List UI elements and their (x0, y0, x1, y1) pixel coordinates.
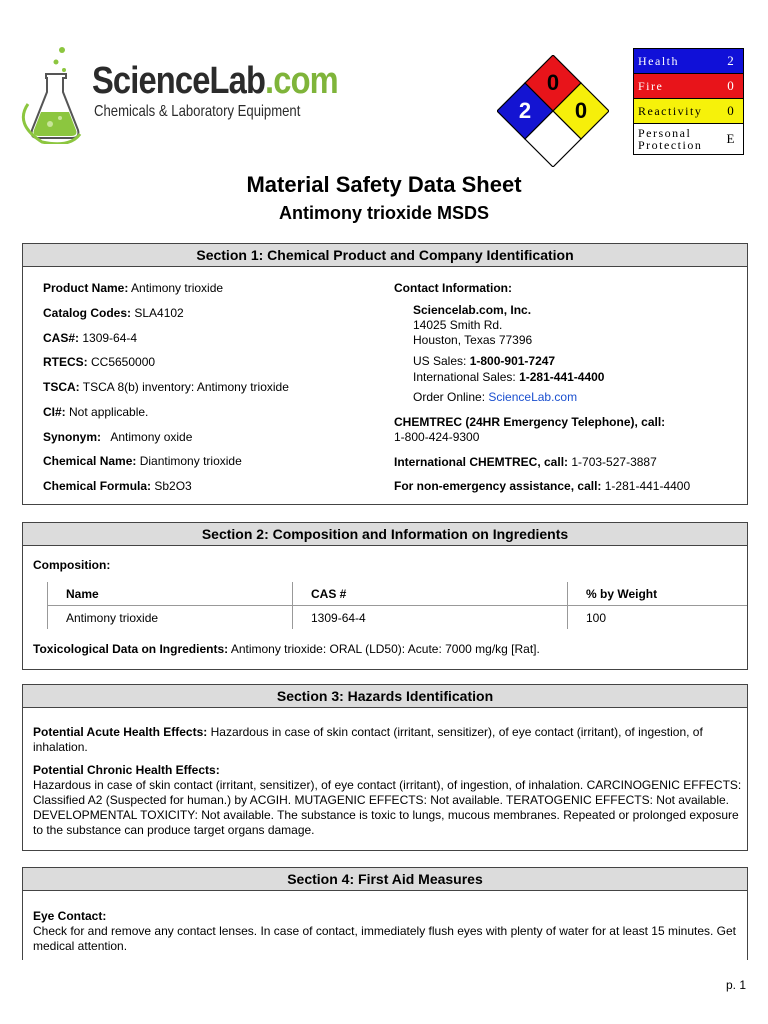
field-value: TSCA 8(b) inventory: Antimony trioxide (79, 380, 289, 394)
company-address-line1: 14025 Smith Rd. (413, 318, 503, 332)
acute-health-effects-text: Hazardous in case of skin contact (irritant, sensitizer), of eye contact (irritant), of ingestion, of inhalation. (33, 725, 703, 754)
acute-health-effects-label: Potential Acute Health Effects: (33, 725, 208, 739)
nfpa-diamond (497, 55, 609, 167)
field-label: CI#: (43, 405, 66, 419)
non-emergency-label: For non-emergency assistance, call: (394, 479, 602, 493)
logo-word-science: Science (92, 60, 210, 102)
hazard-rating-table (633, 48, 744, 155)
table-cell: Antimony trioxide (48, 606, 293, 630)
field-product-name (43, 281, 223, 296)
international-chemtrec-line (394, 455, 657, 470)
company-address-line2: Houston, Texas 77396 (413, 333, 533, 347)
flask-logo-icon (20, 44, 90, 144)
table-row (48, 606, 748, 630)
chemtrec-phone: 1-800-424-9300 (394, 430, 480, 444)
column-header: % by Weight (568, 582, 748, 606)
table-cell: 1309-64-4 (293, 606, 568, 630)
non-emergency-phone: 1-281-441-4400 (601, 479, 691, 493)
table-header-row (48, 582, 748, 606)
hazard-row-fire (634, 74, 744, 99)
document-title: Material Safety Data Sheet (246, 172, 522, 197)
hazard-label: Personal Protection (634, 124, 719, 155)
field-value: 1309-64-4 (79, 331, 138, 345)
hazard-row-personal-protection (634, 124, 744, 155)
section-heading: Section 2: Composition and Information on Ingredients (23, 523, 747, 546)
us-sales-phone: 1-800-901-7247 (469, 354, 556, 368)
nfpa-health-value: 2 (518, 98, 532, 123)
acute-health-effects (33, 725, 743, 755)
logo-word-lab: Lab (209, 60, 266, 102)
table-cell: 100 (568, 606, 748, 630)
field-catalog-codes (43, 306, 184, 321)
column-header: Name (48, 582, 293, 606)
field-value: Antimony trioxide (128, 281, 224, 295)
field-chemical-name (43, 454, 242, 469)
us-sales-label: US Sales: (413, 354, 470, 368)
international-chemtrec-phone: 1-703-527-3887 (568, 455, 657, 469)
order-online-line (413, 390, 577, 405)
us-sales-line (413, 354, 555, 369)
composition-label: Composition: (33, 558, 111, 572)
section-heading: Section 3: Hazards Identification (23, 685, 747, 708)
field-value: Not applicable. (65, 405, 149, 419)
field-label: Chemical Name: (43, 454, 137, 468)
field-label: TSCA: (43, 380, 80, 394)
hazard-label: Health (634, 49, 719, 74)
toxicological-data-label: Toxicological Data on Ingredients: (33, 642, 229, 656)
field-value: Sb2O3 (151, 479, 192, 493)
section-4 (22, 867, 748, 960)
toxicological-data-line (33, 642, 540, 657)
chronic-health-effects-label: Potential Chronic Health Effects: (33, 763, 220, 777)
nfpa-reactivity-value: 0 (574, 98, 588, 123)
field-value: Diantimony trioxide (136, 454, 242, 468)
international-sales-label: International Sales: (413, 370, 520, 384)
column-header: CAS # (293, 582, 568, 606)
field-label: Product Name: (43, 281, 129, 295)
field-chemical-formula (43, 479, 192, 494)
hazard-value: E (718, 124, 743, 155)
order-online-link[interactable]: ScienceLab.com (488, 390, 578, 404)
hazard-label: Fire (634, 74, 719, 99)
chemtrec-label: CHEMTREC (24HR Emergency Telephone), call: (394, 415, 666, 429)
section-1 (22, 243, 748, 505)
section-2 (22, 522, 748, 670)
field-value: Antimony oxide (101, 430, 193, 444)
hazard-row-reactivity (634, 99, 744, 124)
hazard-row-health (634, 49, 744, 74)
field-label: RTECS: (43, 355, 88, 369)
international-sales-line (413, 370, 604, 385)
section-heading: Section 1: Chemical Product and Company Identification (23, 244, 747, 267)
field-label: CAS#: (43, 331, 80, 345)
hazard-value: 2 (718, 49, 743, 74)
field-tsca (43, 380, 289, 395)
document-subtitle: Antimony trioxide MSDS (278, 203, 489, 223)
field-value: SLA4102 (131, 306, 184, 320)
toxicological-data-value: Antimony trioxide: ORAL (LD50): Acute: 7000 mg/kg [Rat]. (228, 642, 540, 656)
field-label: Synonym: (43, 430, 102, 444)
hazard-value: 0 (718, 74, 743, 99)
hazard-label: Reactivity (634, 99, 719, 124)
eye-contact-label: Eye Contact: (33, 909, 107, 923)
logo-tagline: Chemicals & Laboratory Equipment (94, 103, 301, 120)
international-sales-phone: 1-281-441-4400 (519, 370, 605, 384)
logo-word-tld: .com (265, 60, 338, 102)
section-heading: Section 4: First Aid Measures (23, 868, 747, 891)
hazard-value: 0 (718, 99, 743, 124)
field-label: Catalog Codes: (43, 306, 132, 320)
logo-wordmark (92, 62, 338, 100)
section-3 (22, 684, 748, 851)
field-label: Chemical Formula: (43, 479, 152, 493)
field-rtecs (43, 355, 155, 370)
field-cas (43, 331, 137, 346)
company-name: Sciencelab.com, Inc. (413, 303, 532, 317)
chronic-health-effects-text: Hazardous in case of skin contact (irritant, sensitizer), of eye contact (irritant), of ingestion, of inhalation. CARCINOGENIC EFFECTS: Classified A2 (Suspected for human.) by ACGIH. MUTAGENIC EFFECTS: Not available. TERATOGENIC EFFECTS: Not available. DEVELOPMENTAL TOXICITY: Not available. The substance is toxic to lungs, mucous membranes. Repeated or prolonged exposure to the substance can produce target organs damage. (33, 778, 742, 837)
field-synonym (43, 430, 192, 445)
eye-contact-text: Check for and remove any contact lenses. In case of contact, immediately flush eyes with plenty of water for at least 15 minutes. Get medical attention. (33, 924, 737, 953)
non-emergency-line (394, 479, 690, 494)
contact-information-label: Contact Information: (394, 281, 512, 295)
composition-table (47, 582, 747, 629)
international-chemtrec-label: International CHEMTREC, call: (394, 455, 569, 469)
field-ci (43, 405, 148, 420)
field-value: CC5650000 (87, 355, 156, 369)
order-online-label: Order Online: (413, 390, 489, 404)
nfpa-fire-value: 0 (546, 70, 560, 95)
page-number: p. 1 (725, 978, 746, 992)
